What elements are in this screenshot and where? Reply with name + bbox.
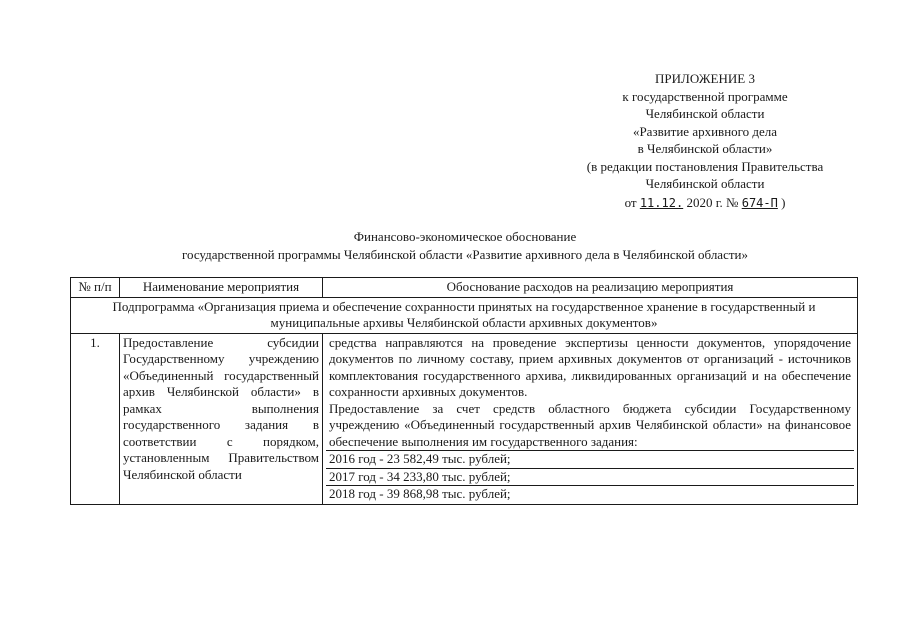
appendix-line: Челябинской области [645, 106, 765, 121]
appendix-line: к государственной программе [622, 88, 788, 104]
header-num: № п/п [71, 278, 120, 298]
appendix-title: ПРИЛОЖЕНИЕ 3 [655, 71, 755, 86]
justification-table [70, 277, 858, 505]
appendix-line: Челябинской области [645, 176, 765, 191]
appendix-line: в Челябинской области» [637, 141, 773, 156]
decree-number: 674-П [741, 195, 778, 210]
date-prefix: от [624, 194, 637, 210]
table-header-row [71, 278, 858, 298]
year-text: 2020 г. № [686, 194, 739, 210]
funding-year-2016: 2016 год - 23 582,49 тыс. рублей; [326, 450, 854, 468]
header-justification: Обоснование расходов на реализацию мероприятия [323, 278, 858, 298]
appendix-date-line [560, 194, 850, 213]
funding-year-2017: 2017 год - 34 233,80 тыс. рублей; [326, 468, 854, 486]
table-row [71, 333, 858, 504]
justification-cell [323, 333, 858, 504]
header-name: Наименование мероприятия [120, 278, 323, 298]
funding-year-2018: 2018 год - 39 868,98 тыс. рублей; [326, 485, 854, 503]
title-line-2: государственной программы Челябинской области «Развитие архивного дела в Челябинской области» [181, 247, 748, 262]
measure-name: Предоставление субсидии Государственному учреждению «Объединенный государственный архив Челябинской области» в рамках выполнения государственного задания в соответствии с порядком, установленным Правительством Челябинской области [120, 333, 323, 504]
subprogram-row [71, 297, 858, 333]
closing-paren: ) [781, 194, 786, 210]
subprogram-title: Подпрограмма «Организация приема и обеспечение сохранности принятых на государственное хранение в государственный и муниципальные архивы Челябинской области архивных документов» [71, 297, 858, 333]
justification-main: средства направляются на проведение экспертизы ценности документов, упорядочение документов по личному составу, прием архивных документов от организаций - источников комплектования государственного архива, ликвидированных организаций и на обеспечение сохранности архивных документов. [329, 334, 851, 399]
appendix-line: (в редакции постановления Правительства [586, 158, 824, 174]
document-title [60, 228, 870, 264]
appendix-line: «Развитие архивного дела [632, 123, 778, 139]
title-line-1: Финансово-экономическое обоснование [353, 229, 577, 244]
date-value: 11.12. [639, 195, 684, 210]
row-number: 1. [71, 333, 120, 504]
appendix-header [560, 70, 850, 212]
justification-funding: Предоставление за счет средств областного бюджета субсидии Государственному учреждению «Объединенный государственный архив Челябинской области» на финансовое обеспечение выполнения им государственного задания: [329, 400, 851, 449]
